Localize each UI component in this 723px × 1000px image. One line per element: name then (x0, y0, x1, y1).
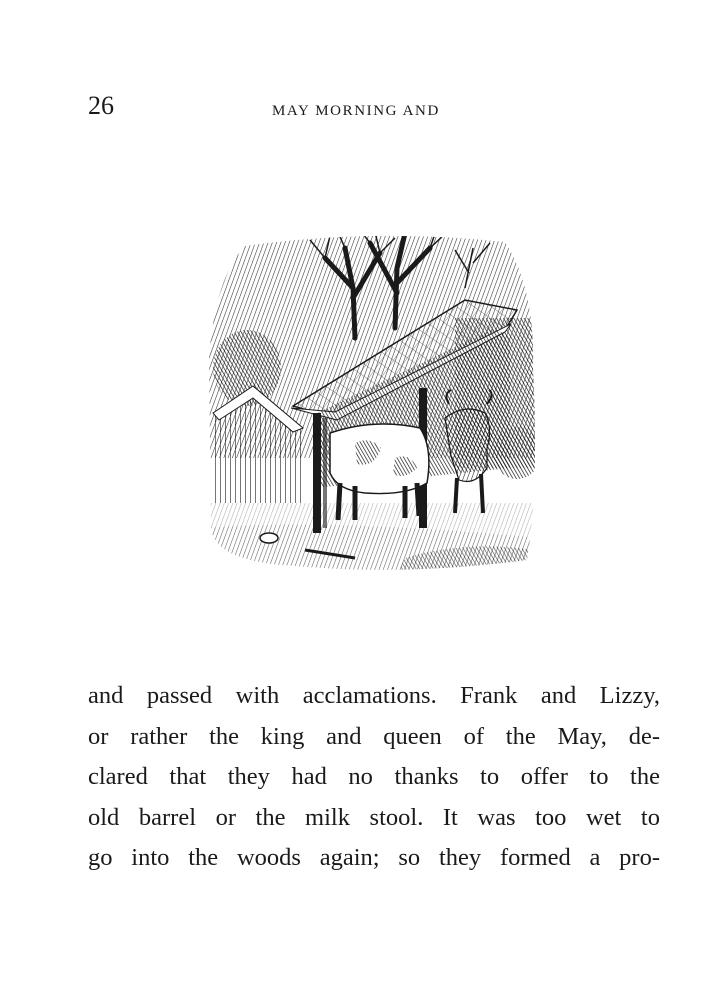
engraving-illustration (205, 228, 541, 578)
page-number: 26 (88, 91, 114, 120)
text-line: old barrel or the milk stool. It was too wet to (88, 803, 660, 831)
body-text (88, 676, 660, 879)
text-line: go into the woods again; so they formed a pro- (88, 844, 660, 871)
running-title: MAY MORNING AND (272, 103, 440, 119)
text-line: and passed with acclamations. Frank and Lizzy, (88, 682, 660, 709)
text-line: clared that they had no thanks to offer to the (88, 763, 660, 790)
text-line: or rather the king and queen of the May, de- (88, 722, 660, 750)
